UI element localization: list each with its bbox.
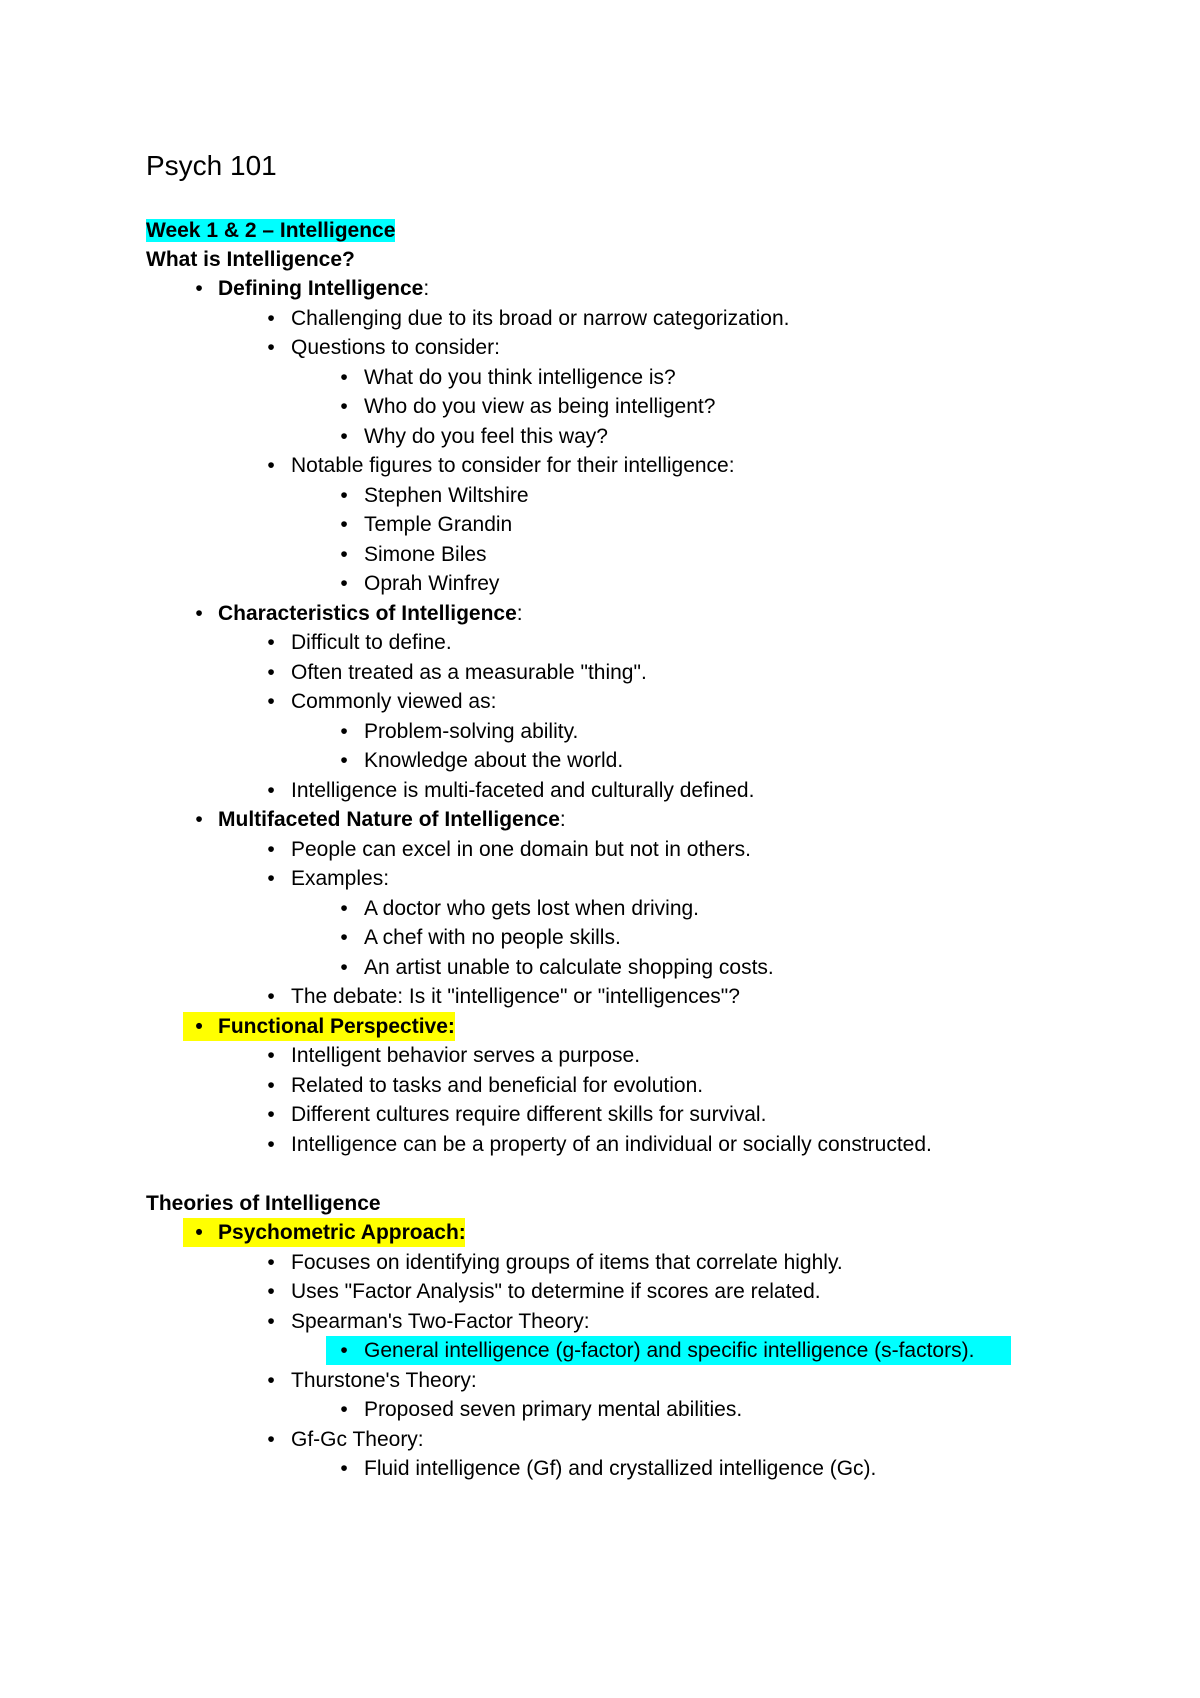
list-item <box>267 835 751 864</box>
list-item <box>267 628 452 657</box>
item-text: Gf-Gc Theory: <box>291 1428 424 1451</box>
list-item <box>340 392 716 421</box>
bullet-icon: • <box>267 690 275 713</box>
item-text: Intelligence can be a property of an individual or socially constructed. <box>291 1133 932 1156</box>
bullet-icon: • <box>267 1133 275 1156</box>
list-item <box>267 864 390 893</box>
section-heading-what-is-intelligence: What is Intelligence? <box>146 248 355 271</box>
item-text: Oprah Winfrey <box>364 572 500 595</box>
bullet-icon: • <box>195 602 203 625</box>
list-item <box>340 923 621 952</box>
list-item <box>340 569 500 598</box>
bullet-icon: • <box>267 838 275 861</box>
week-heading <box>146 216 395 245</box>
bullet-icon: • <box>267 1103 275 1126</box>
list-item <box>267 982 740 1011</box>
item-suffix: : <box>559 808 566 831</box>
item-text: Knowledge about the world. <box>364 749 624 772</box>
item-text: People can excel in one domain but not in others. <box>291 838 751 861</box>
item-text: An artist unable to calculate shopping costs. <box>364 956 774 979</box>
item-text: Notable figures to consider for their intelligence: <box>291 454 735 477</box>
list-item <box>340 363 676 392</box>
item-text: What do you think intelligence is? <box>364 366 676 389</box>
bullet-icon: • <box>267 1044 275 1067</box>
item-text: Thurstone's Theory: <box>291 1369 477 1392</box>
item-suffix: : <box>516 602 523 625</box>
bullet-icon: • <box>267 1280 275 1303</box>
item-text: Spearman's Two-Factor Theory: <box>291 1310 590 1333</box>
item-text: Uses "Factor Analysis" to determine if scores are related. <box>291 1280 821 1303</box>
item-label: Multifaceted Nature of Intelligence <box>218 808 560 831</box>
bullet-icon: • <box>267 1428 275 1451</box>
item-text: General intelligence (g-factor) and specific intelligence (s-factors). <box>364 1339 975 1362</box>
list-item <box>267 1307 590 1336</box>
bullet-icon: • <box>340 572 348 595</box>
bullet-icon: • <box>340 926 348 949</box>
list-item-psychometric-approach <box>195 1218 466 1247</box>
bullet-icon: • <box>267 779 275 802</box>
bullet-icon: • <box>340 513 348 536</box>
item-suffix: : <box>423 277 430 300</box>
item-text: Simone Biles <box>364 543 487 566</box>
list-item <box>267 333 500 362</box>
bullet-icon: • <box>340 1398 348 1421</box>
list-item <box>340 510 513 539</box>
item-text: Why do you feel this way? <box>364 425 608 448</box>
item-text: Commonly viewed as: <box>291 690 497 713</box>
item-text: Related to tasks and beneficial for evolution. <box>291 1074 704 1097</box>
list-item <box>267 1366 477 1395</box>
item-text: Intelligence is multi-faceted and culturally defined. <box>291 779 755 802</box>
bullet-icon: • <box>195 277 203 300</box>
item-text: A doctor who gets lost when driving. <box>364 897 700 920</box>
list-item <box>340 717 579 746</box>
item-label: Characteristics of Intelligence <box>218 602 517 625</box>
bullet-icon: • <box>340 1339 348 1362</box>
bullet-icon: • <box>340 484 348 507</box>
bullet-icon: • <box>340 1457 348 1480</box>
bullet-icon: • <box>267 1074 275 1097</box>
list-item <box>267 1277 821 1306</box>
list-item-defining-intelligence <box>195 274 430 303</box>
item-text: Problem-solving ability. <box>364 720 579 743</box>
bullet-icon: • <box>267 336 275 359</box>
list-item-characteristics <box>195 599 523 628</box>
list-item <box>267 1248 843 1277</box>
list-item <box>267 451 735 480</box>
item-text: Different cultures require different skills for survival. <box>291 1103 767 1126</box>
bullet-icon: • <box>267 661 275 684</box>
bullet-icon: • <box>340 956 348 979</box>
bullet-icon: • <box>340 720 348 743</box>
list-item <box>267 1130 932 1159</box>
item-label: Defining Intelligence <box>218 277 424 300</box>
bullet-icon: • <box>267 1251 275 1274</box>
list-item <box>267 304 790 333</box>
item-text: A chef with no people skills. <box>364 926 621 949</box>
item-text: Intelligent behavior serves a purpose. <box>291 1044 641 1067</box>
bullet-icon: • <box>340 395 348 418</box>
list-item-multifaceted <box>195 805 566 834</box>
bullet-icon: • <box>267 454 275 477</box>
item-text: Challenging due to its broad or narrow categorization. <box>291 307 790 330</box>
bullet-icon: • <box>267 1369 275 1392</box>
item-label: Functional Perspective: <box>218 1015 455 1038</box>
list-item <box>267 1100 767 1129</box>
bullet-icon: • <box>340 749 348 772</box>
list-item-spearman-detail <box>340 1336 975 1365</box>
bullet-icon: • <box>267 631 275 654</box>
item-text: Stephen Wiltshire <box>364 484 529 507</box>
document-title: Psych 101 <box>146 150 277 181</box>
bullet-icon: • <box>267 307 275 330</box>
list-item <box>340 1454 877 1483</box>
list-item <box>340 953 774 982</box>
list-item <box>267 1041 641 1070</box>
bullet-icon: • <box>195 808 203 831</box>
week-heading-text: Week 1 & 2 – Intelligence <box>146 219 396 242</box>
list-item <box>267 658 647 687</box>
list-item <box>267 1425 424 1454</box>
bullet-icon: • <box>267 867 275 890</box>
list-item <box>340 422 608 451</box>
bullet-icon: • <box>195 1015 203 1038</box>
bullet-icon: • <box>340 425 348 448</box>
bullet-icon: • <box>195 1221 203 1244</box>
bullet-icon: • <box>267 1310 275 1333</box>
bullet-icon: • <box>340 366 348 389</box>
list-item <box>340 481 529 510</box>
item-text: Proposed seven primary mental abilities. <box>364 1398 743 1421</box>
bullet-icon: • <box>267 985 275 1008</box>
list-item <box>340 746 624 775</box>
item-text: Temple Grandin <box>364 513 513 536</box>
list-item <box>267 776 755 805</box>
list-item <box>267 1071 704 1100</box>
item-text: Examples: <box>291 867 390 890</box>
list-item <box>340 1395 743 1424</box>
bullet-icon: • <box>340 543 348 566</box>
list-item <box>340 894 700 923</box>
item-text: Fluid intelligence (Gf) and crystallized intelligence (Gc). <box>364 1457 877 1480</box>
bullet-icon: • <box>340 897 348 920</box>
list-item <box>340 540 487 569</box>
item-text: Focuses on identifying groups of items that correlate highly. <box>291 1251 843 1274</box>
section-heading-theories: Theories of Intelligence <box>146 1192 381 1215</box>
list-item-functional-perspective <box>195 1012 455 1041</box>
item-text: Often treated as a measurable "thing". <box>291 661 647 684</box>
item-text: Difficult to define. <box>291 631 452 654</box>
list-item <box>267 687 497 716</box>
item-text: Who do you view as being intelligent? <box>364 395 716 418</box>
item-text: Questions to consider: <box>291 336 500 359</box>
item-label: Psychometric Approach: <box>218 1221 466 1244</box>
item-text: The debate: Is it "intelligence" or "intelligences"? <box>291 985 740 1008</box>
